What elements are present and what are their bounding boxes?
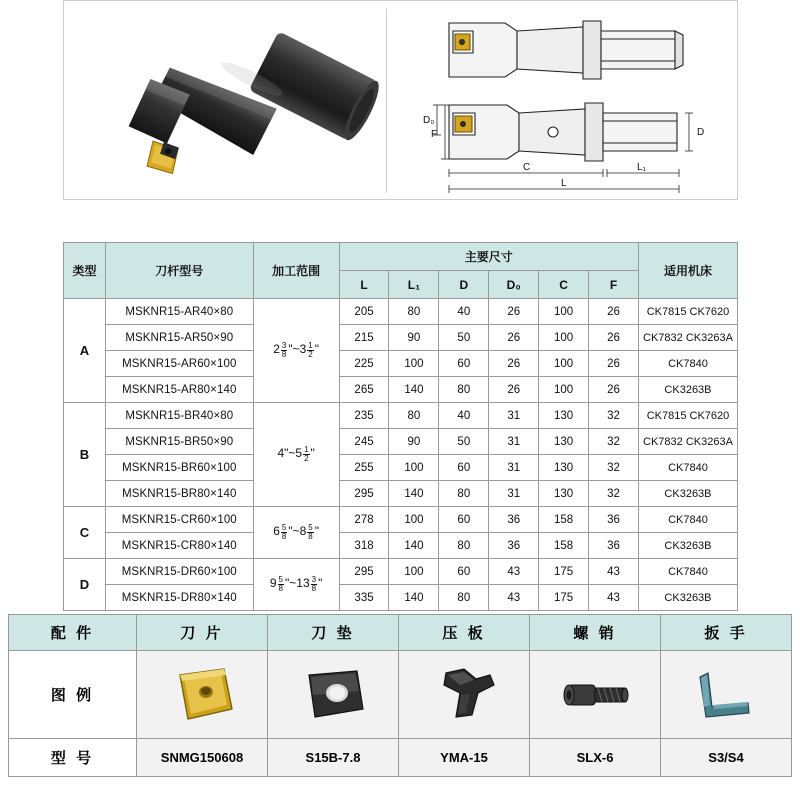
spec-table-body [64, 299, 738, 611]
cell-F: 32 [589, 481, 639, 507]
header-dim-F: F [589, 271, 639, 299]
accessory-header-row [9, 615, 792, 651]
cell-machine: CK7832 CK3263A [638, 325, 737, 351]
cell-L: 278 [339, 507, 389, 533]
cell-L: 225 [339, 351, 389, 377]
cell-L1: 100 [389, 455, 439, 481]
cell-F: 26 [589, 351, 639, 377]
tool-photo [64, 1, 386, 201]
cell-model: MSKNR15-CR60×100 [105, 507, 253, 533]
illustration-panel [63, 0, 738, 200]
cell-machine: CK7840 [638, 507, 737, 533]
cell-L1: 80 [389, 299, 439, 325]
header-dim-D: D [439, 271, 489, 299]
cell-type-D: D [64, 559, 106, 611]
cell-range-D: 9 $\frac{5}{8}$ "~13 $\frac{3}{8}$ " [253, 559, 339, 611]
cell-D: 40 [439, 299, 489, 325]
cell-machine: CK7840 [638, 351, 737, 377]
acc-pic-shim [268, 651, 399, 739]
cell-C: 100 [539, 299, 589, 325]
cell-L1: 140 [389, 585, 439, 611]
cell-F: 43 [589, 585, 639, 611]
acc-row-label-model: 型 号 [9, 739, 137, 777]
cell-D: 40 [439, 403, 489, 429]
cell-D0: 36 [489, 507, 539, 533]
cell-D0: 31 [489, 403, 539, 429]
cell-D: 80 [439, 585, 489, 611]
acc-pic-insert [137, 651, 268, 739]
table-row [64, 351, 738, 377]
cell-model: MSKNR15-AR40×80 [105, 299, 253, 325]
cell-D: 50 [439, 325, 489, 351]
cell-machine: CK3263B [638, 481, 737, 507]
cell-C: 130 [539, 429, 589, 455]
cell-D: 80 [439, 377, 489, 403]
accessory-table [8, 614, 792, 777]
cell-L1: 140 [389, 533, 439, 559]
cell-C: 158 [539, 533, 589, 559]
cell-D: 80 [439, 533, 489, 559]
accessory-picture-row [9, 651, 792, 739]
cell-L1: 90 [389, 429, 439, 455]
cell-F: 43 [589, 559, 639, 585]
cell-D0: 31 [489, 429, 539, 455]
cell-L: 265 [339, 377, 389, 403]
label-D: D [697, 127, 705, 138]
cell-D0: 43 [489, 585, 539, 611]
cell-C: 175 [539, 585, 589, 611]
cell-F: 36 [589, 533, 639, 559]
cell-C: 130 [539, 403, 589, 429]
cell-model: MSKNR15-BR50×90 [105, 429, 253, 455]
cell-D0: 31 [489, 455, 539, 481]
acc-model-screw: SLX-6 [530, 739, 661, 777]
cell-L1: 100 [389, 351, 439, 377]
cell-range-C: 6 $\frac{5}{8}$ "~8 $\frac{5}{8}$ " [253, 507, 339, 559]
cell-F: 26 [589, 299, 639, 325]
cell-D0: 26 [489, 377, 539, 403]
acc-header-0: 配 件 [9, 615, 137, 651]
cell-model: MSKNR15-BR60×100 [105, 455, 253, 481]
header-dim-C: C [539, 271, 589, 299]
cell-D: 60 [439, 559, 489, 585]
cell-C: 130 [539, 481, 589, 507]
cell-D: 80 [439, 481, 489, 507]
cell-machine: CK3263B [638, 533, 737, 559]
cell-L1: 80 [389, 403, 439, 429]
cell-range-A: 2 $\frac{3}{8}$ "~3 $\frac{1}{2}$ " [253, 299, 339, 403]
cell-L1: 100 [389, 559, 439, 585]
cell-L1: 90 [389, 325, 439, 351]
acc-pic-wrench [661, 651, 792, 739]
acc-header-2: 刀 垫 [268, 615, 399, 651]
acc-header-5: 扳 手 [661, 615, 792, 651]
cell-D: 60 [439, 455, 489, 481]
cell-model: MSKNR15-DR80×140 [105, 585, 253, 611]
cell-L1: 100 [389, 507, 439, 533]
cell-F: 32 [589, 403, 639, 429]
cell-L: 318 [339, 533, 389, 559]
header-model: 刀杆型号 [105, 243, 253, 299]
cell-C: 100 [539, 325, 589, 351]
table-row [64, 455, 738, 481]
cell-C: 100 [539, 377, 589, 403]
table-row [64, 299, 738, 325]
table-row [64, 325, 738, 351]
table-row [64, 559, 738, 585]
cell-model: MSKNR15-DR60×100 [105, 559, 253, 585]
header-dim-L1: L₁ [389, 271, 439, 299]
table-row [64, 507, 738, 533]
cell-D0: 26 [489, 325, 539, 351]
cell-D0: 36 [489, 533, 539, 559]
cell-type-B: B [64, 403, 106, 507]
cell-L: 215 [339, 325, 389, 351]
cell-F: 26 [589, 325, 639, 351]
table-row [64, 377, 738, 403]
label-F: F [431, 129, 438, 140]
cell-type-C: C [64, 507, 106, 559]
header-dim-D0: D₀ [489, 271, 539, 299]
cell-D0: 31 [489, 481, 539, 507]
cell-type-A: A [64, 299, 106, 403]
header-type: 类型 [64, 243, 106, 299]
specification-table [63, 242, 738, 611]
cell-L1: 140 [389, 481, 439, 507]
cell-F: 26 [589, 377, 639, 403]
header-main-dims: 主要尺寸 [339, 243, 638, 271]
cell-machine: CK7840 [638, 455, 737, 481]
acc-model-clamp: YMA-15 [399, 739, 530, 777]
cell-F: 36 [589, 507, 639, 533]
acc-pic-screw [530, 651, 661, 739]
acc-model-shim: S15B-7.8 [268, 739, 399, 777]
acc-header-4: 螺 销 [530, 615, 661, 651]
cell-C: 158 [539, 507, 589, 533]
acc-pic-clamp [399, 651, 530, 739]
cell-C: 100 [539, 351, 589, 377]
header-dim-L: L [339, 271, 389, 299]
acc-model-wrench: S3/S4 [661, 739, 792, 777]
cell-C: 175 [539, 559, 589, 585]
table-row [64, 533, 738, 559]
cell-L: 255 [339, 455, 389, 481]
acc-header-1: 刀 片 [137, 615, 268, 651]
label-L1: L₁ [637, 162, 646, 173]
cell-L: 205 [339, 299, 389, 325]
cell-machine: CK7815 CK7620 [638, 299, 737, 325]
cell-range-B: 4"~5 $\frac{1}{2}$ " [253, 403, 339, 507]
cell-D: 60 [439, 351, 489, 377]
cell-D: 50 [439, 429, 489, 455]
table-row [64, 481, 738, 507]
cell-model: MSKNR15-AR50×90 [105, 325, 253, 351]
cell-machine: CK3263B [638, 377, 737, 403]
cell-L: 295 [339, 481, 389, 507]
label-D0: D₀ [423, 115, 435, 126]
accessory-model-row [9, 739, 792, 777]
acc-model-insert: SNMG150608 [137, 739, 268, 777]
cell-machine: CK3263B [638, 585, 737, 611]
cell-L: 295 [339, 559, 389, 585]
cell-model: MSKNR15-BR40×80 [105, 403, 253, 429]
table-row [64, 585, 738, 611]
header-machine: 适用机床 [638, 243, 737, 299]
technical-drawing [387, 1, 739, 201]
cell-machine: CK7840 [638, 559, 737, 585]
cell-machine: CK7815 CK7620 [638, 403, 737, 429]
cell-model: MSKNR15-AR80×140 [105, 377, 253, 403]
spec-header-row-1 [64, 243, 738, 271]
cell-F: 32 [589, 429, 639, 455]
acc-row-label-picture: 图 例 [9, 651, 137, 739]
cell-D0: 26 [489, 351, 539, 377]
cell-L: 335 [339, 585, 389, 611]
cell-model: MSKNR15-BR80×140 [105, 481, 253, 507]
label-C: C [523, 162, 531, 173]
cell-model: MSKNR15-CR80×140 [105, 533, 253, 559]
cell-L1: 140 [389, 377, 439, 403]
cell-L: 245 [339, 429, 389, 455]
cell-D0: 43 [489, 559, 539, 585]
cell-D0: 26 [489, 299, 539, 325]
header-range: 加工范围 [253, 243, 339, 299]
table-row [64, 403, 738, 429]
label-L: L [561, 178, 567, 189]
table-row [64, 429, 738, 455]
acc-header-3: 压 板 [399, 615, 530, 651]
cell-F: 32 [589, 455, 639, 481]
cell-machine: CK7832 CK3263A [638, 429, 737, 455]
cell-D: 60 [439, 507, 489, 533]
cell-C: 130 [539, 455, 589, 481]
cell-model: MSKNR15-AR60×100 [105, 351, 253, 377]
cell-L: 235 [339, 403, 389, 429]
